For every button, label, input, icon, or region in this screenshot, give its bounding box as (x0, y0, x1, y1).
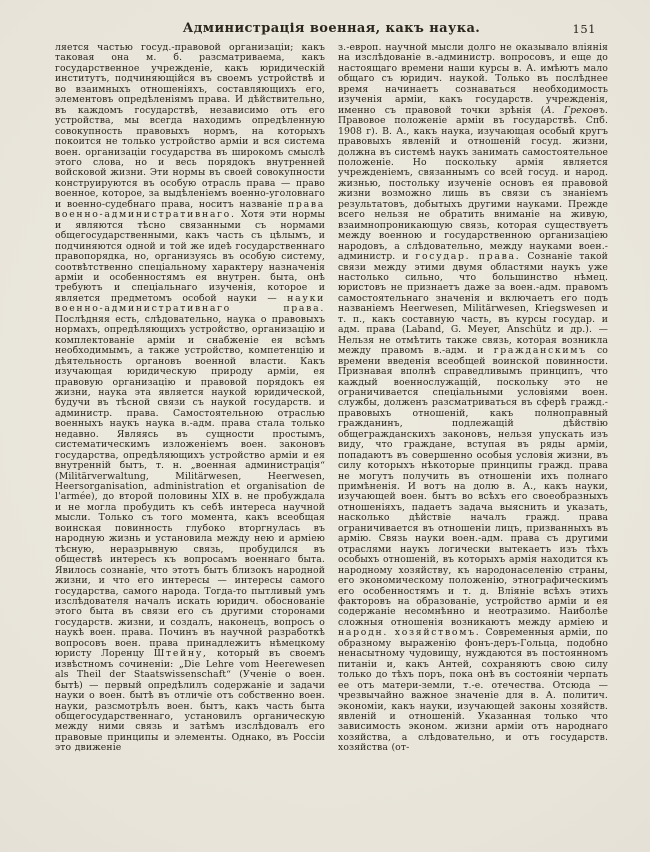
text-segment: Правовое положеніе арміи въ государствѣ. Спб. 1908 г). В. А., какъ наука, изучающая особый кругъ правовыхъ явленій и отношеній госуд. жизни, должна въ системѣ наукъ занимать самостоятельное положеніе. Но поскольку армія является учрежденіемъ, связаннымъ со всей госуд. и народ. жизнью, постольку изученіе основъ ея правовой жизни возможно лишь въ связи съ знаніемъ результатовъ, добытыхъ другими науками. Прежде всего нельзя не обратить вниманіе на живую, взаимнопроникающую связь, которая существуетъ между военною и государственною организаціею народовъ, а слѣдовательно, между науками воен.-администр. и (338, 115, 608, 263)
text-segment: который въ своемъ извѣстномъ сочиненіи: „Die Lehre vom Heerewesen als Theil der Staatswissenschaft“ (Ученіе о воен. бытѣ) — первый опредѣлилъ содержаніе и задачи науки о воен. бытѣ въ отличіе отъ собственно воен. науки, разсмотрѣлъ воен. бытъ, какъ часть быта общегосударственнаго, установилъ органическую между ними связь и затѣмъ изслѣдовалъ его правовые принципы и элементы. Однако, въ Россіи это движеніе (55, 648, 325, 754)
text-segment: со времени введенія всеобщей воинской повинности. Признавая вполнѣ справедливымъ принципъ, что каждый военнослужащій, поскольку это не ограничивается спеціальными условіями воен. службы, долженъ разсматриваться въ сферѣ гражд.-правовыхъ отношеній, какъ полноправный гражданинъ, подлежащій дѣйствію общегражданскихъ законовъ, нельзя упускать изъ виду, что граждане, вступая въ ряды арміи, попадаютъ въ совершенно особыя условія жизни, въ силу которыхъ нѣкоторые принципы гражд. права не могутъ получить въ отношеніи ихъ полнаго примѣненія. И вотъ на долю в. А., какъ науки, изучающей воен. бытъ во всѣхъ его своеобразныхъ отношеніяхъ, падаетъ задача выяснить и указать, насколько дѣйствіе началъ гражд. права ограничивается въ отношеніи лицъ, призванныхъ въ армію. Связь науки воен.-адм. права съ другими отраслями наукъ логически вытекаетъ изъ тѣхъ особыхъ отношеній, въ которыхъ армія находится къ народному хозяйству, къ народонаселенію страны, его экономическому положенію, этнографическимъ его особенностямъ и т. д. Вліяніе всѣхъ этихъ факторовъ на образованіе, устройство арміи и ея содержаніе несомнѣнно и неотразимо. Наиболѣе сложныя отношенія возникаютъ между арміею и (338, 345, 608, 628)
text-segment: Сознаніе такой связи между этими двумя областями наукъ уже настолько сильно, что большинство нѣмец. юристовъ не признаетъ даже за воен.-адм. правомъ самостоятельнаго значенія и включаетъ его подъ названіемъ Heerwesen, Militärwesen, Kriegswesen и т. п., какъ составную часть, въ курсы государ. и адм. права (Laband, G. Meyer, Anschütz и др.). — Нельзя не отмѣтить также связь, которая возникла между правомъ в.-адм. и (338, 251, 608, 357)
text-segment: А. Грековъ. (544, 104, 608, 116)
text-column-left (55, 43, 325, 800)
text-column-right (338, 43, 608, 800)
text-segment: з.-европ. научной мысли долго не оказывало вліянія на изслѣдованіе в.-администр. вопросовъ, и еще до настоящаго времени наши курсы в. А. имѣютъ мало общаго съ юридич. наукой. Только въ послѣднее время начинаетъ сознаваться необходимость изученія арміи, какъ государств. учрежденія, именно съ правовой точки зрѣнія ( (338, 43, 608, 116)
page-title: Администрація военная, какъ наука. (182, 21, 481, 36)
text-segment: Хотя эти нормы и являются тѣсно связанными съ нормами общегосударственными, какъ часть съ цѣлымъ, и подчиняются одной и той же идеѣ государственнаго правопорядка, но, организуясь въ особую систему, соотвѣтственно спеціальному характеру назначенія арміи и особенностямъ ея внутрен. быта, онѣ требуютъ и спеціальнаго изученія, которое и является предметомъ особой науки — (55, 209, 325, 304)
text-segment: Штейну, (153, 648, 208, 660)
text-segment: науки военно-административнаго права. (55, 292, 325, 315)
text-segment: народн. хозяйствомъ. (338, 627, 481, 639)
text-segment: гражданскимъ (493, 345, 587, 357)
text-columns (55, 43, 608, 800)
text-segment: Послѣдняя есть, слѣдовательно, наука о правовыхъ нормахъ, опредѣляющихъ устройство, организацію и комплектованіе арміи и снабженіе ея всѣмъ необходимымъ, а также устройство, компетенцію и дѣятельность органовъ военной власти. Какъ изучающая юридическую природу арміи, ея правовую организацію и правовой порядокъ ея жизни, наука эта является наукой юридической, будучи въ тѣсной связи съ наукой государств. и администр. права. Самостоятельною отраслью военныхъ наукъ наука в.-адм. права стала только недавно. Являясь въ сущности простымъ, систематическимъ изложеніемъ воен. законовъ государства, опредѣляющихъ устройство арміи и ея внутренній бытъ, т. н. „военная администрація“ (Militärverwaltung, Militärwesen, Heerwesen, Heersorganisation, administration et organisation de l'armée), до второй половины XIX в. не пробуждала и не могла пробудить къ себѣ интереса научной мысли. Только съ того момента, какъ всеобщая воинская повинность глубоко вторгнулась въ народную жизнь и установила между нею и арміею тѣсную, неразрывную связь, пробудился въ обществѣ интересъ къ вопросамъ военнаго быта. Явилось сознаніе, что этотъ бытъ близокъ народной жизни, и что его интересы — интересы самого государства, самого народа. Тогда-то пытливый умъ изслѣдователя началъ искать юридич. обоснованіе этого быта въ связи его съ другими сторонами государств. жизни, и создалъ, наконецъ, вопросъ о наукѣ воен. права. Починъ въ научной разработкѣ вопросовъ воен. права принадлежитъ нѣмецкому юристу Лоренцу (55, 313, 325, 660)
page-header (55, 21, 608, 37)
text-segment: государ. права. (415, 251, 521, 263)
text-segment: права военно-административнаго. (55, 198, 325, 221)
text-segment: Современныя арміи, по образному выраженію фонъ-деръ-Гольца, подобно ненасытному чудовищу, нуждаются въ постоянномъ питаніи и, какъ Антей, сохраняютъ свою силу только до тѣхъ поръ, пока онѣ въ состояніи черпать ее отъ матери-земли, т.-е. отечества. Отсюда — чрезвычайно важное значеніе для в. А. политич. экономіи, какъ науки, изучающей законы хозяйств. явленій и отношеній. Указанная только что зависимость эконом. жизни арміи отъ народнаго хозяйства, а слѣдовательно, и отъ государств. хозяйства (от- (338, 627, 608, 754)
page-number: 151 (572, 22, 596, 36)
text-segment: ляется частью госуд.-правовой организаціи; какъ таковая она м. б. разсматриваема, какъ государственное учрежденіе, какъ юридическій институтъ, подчиняющійся въ своемъ устройствѣ и во взаимныхъ отношеніяхъ, составляющихъ его, элементовъ опредѣленіямъ права. И дѣйствительно, въ каждомъ государствѣ, независимо отъ его устройства, мы всегда находимъ опредѣленную совокупность правовыхъ нормъ, на которыхъ покоится не только устройство арміи и вся система воен. организаціи государства въ широкомъ смыслѣ этого слова, но и весь порядокъ внутренней войсковой жизни. Эти нормы въ своей совокупности конструируются въ особую отрасль права — право военное, которое, за выдѣленіемъ военно-уголовнаго и военно-судебнаго права, носитъ названіе (55, 43, 325, 210)
